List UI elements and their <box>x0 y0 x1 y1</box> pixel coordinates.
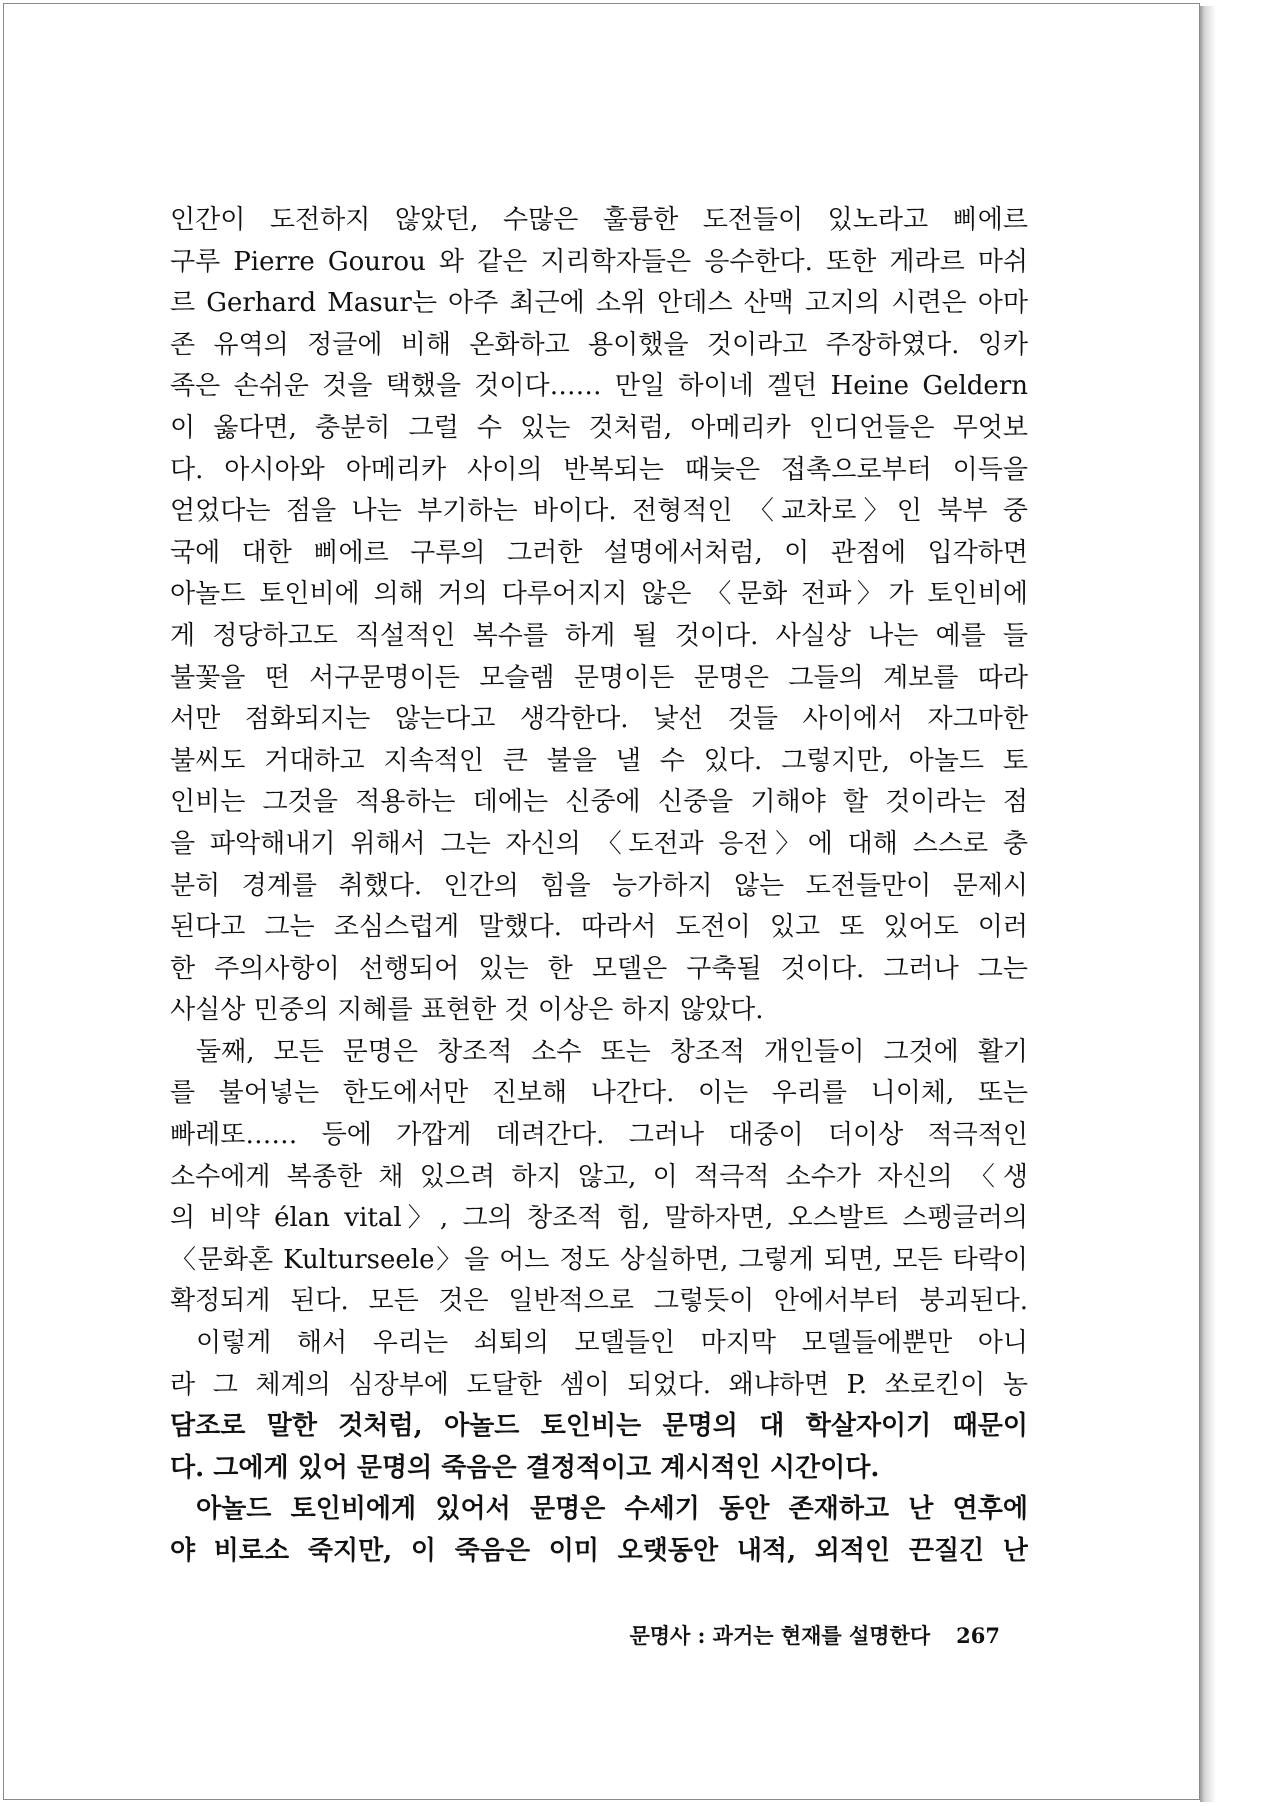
running-title: 문명사 : 과거는 현재를 설명한다 <box>629 1623 931 1648</box>
text-line: 존 유역의 정글에 비해 온화하고 용이했을 것이라고 주장하였다. 잉카 <box>170 329 1028 360</box>
text-line: 얻었다는 점을 나는 부기하는 바이다. 전형적인 〈교차로〉인 북부 중 <box>170 496 1028 527</box>
text-line: 구루 Pierre Gourou 와 같은 지리학자들은 응수한다. 또한 게라르 마쉬 <box>170 246 1028 277</box>
text-line: 분히 경계를 취했다. 인간의 힘을 능가하지 않는 도전들만이 문제시 <box>170 870 1028 901</box>
text-line: 르 Gerhard Masur는 아주 최근에 소위 안데스 산맥 고지의 시련은 아마 <box>170 288 1028 319</box>
page-number: 267 <box>956 1623 1000 1648</box>
text-line: 을 파악해내기 위해서 그는 자신의 〈도전과 응전〉에 대해 스스로 충 <box>170 828 1028 859</box>
body-text <box>170 200 1028 1573</box>
page-footer <box>580 1620 1000 1650</box>
text-line: 사실상 민중의 지혜를 표현한 것 이상은 하지 않았다. <box>170 995 764 1026</box>
text-line: 〈문화혼 Kulturseele〉을 어느 정도 상실하면, 그렇게 되면, 모든 타락이 <box>170 1244 1028 1275</box>
text-line-paragraph-start: 이렇게 해서 우리는 쇠퇴의 모델들인 마지막 모델들에뿐만 아니 <box>196 1328 1028 1359</box>
text-line: 인비는 그것을 적용하는 데에는 신중에 신중을 기해야 할 것이라는 점 <box>170 787 1028 818</box>
text-line-paragraph-start: 둘째, 모든 문명은 창조적 소수 또는 창조적 개인들이 그것에 활기 <box>196 1036 1028 1067</box>
text-line: 소수에게 복종한 채 있으려 하지 않고, 이 적극적 소수가 자신의 〈생 <box>170 1161 1028 1192</box>
text-line: 이 옳다면, 충분히 그럴 수 있는 것처럼, 아메리카 인디언들은 무엇보 <box>170 412 1028 443</box>
text-line: 의 비약 élan vital〉, 그의 창조적 힘, 말하자면, 오스발트 스펭글러의 <box>170 1203 1028 1234</box>
page-edge-shadow <box>1200 6 1216 1802</box>
text-line: 빠레또…… 등에 가깝게 데려간다. 그러나 대중이 더이상 적극적인 <box>170 1120 1028 1151</box>
text-line: 라 그 체계의 심장부에 도달한 셈이 되었다. 왜냐하면 P. 쏘로킨이 농 <box>170 1369 1028 1400</box>
text-line: 된다고 그는 조심스럽게 말했다. 따라서 도전이 있고 또 있어도 이러 <box>170 912 1028 943</box>
text-line: 국에 대한 삐에르 구루의 그러한 설명에서처럼, 이 관점에 입각하면 <box>170 537 1028 568</box>
text-line: 담조로 말한 것처럼, 아놀드 토인비는 문명의 대 학살자이기 때문이 <box>170 1411 1028 1442</box>
text-line: 불꽃을 떤 서구문명이든 모슬렘 문명이든 문명은 그들의 계보를 따라 <box>170 662 1028 693</box>
text-line: 족은 손쉬운 것을 택했을 것이다…… 만일 하이네 겔던 Heine Geldern <box>170 371 1028 402</box>
text-line: 확정되게 된다. 모든 것은 일반적으로 그렇듯이 안에서부터 붕괴된다. <box>170 1286 1028 1317</box>
text-line: 다. 그에게 있어 문명의 죽음은 결정적이고 계시적인 시간이다. <box>170 1452 880 1483</box>
text-line: 불씨도 거대하고 지속적인 큰 불을 낼 수 있다. 그렇지만, 아놀드 토 <box>170 745 1028 776</box>
text-line: 를 불어넣는 한도에서만 진보해 나간다. 이는 우리를 니이체, 또는 <box>170 1078 1028 1109</box>
text-line: 다. 아시아와 아메리카 사이의 반복되는 때늦은 접촉으로부터 이득을 <box>170 454 1028 485</box>
text-line: 한 주의사항이 선행되어 있는 한 모델은 구축될 것이다. 그러나 그는 <box>170 953 1028 984</box>
text-line: 서만 점화되지는 않는다고 생각한다. 낯선 것들 사이에서 자그마한 <box>170 704 1028 735</box>
text-line: 게 정당하고도 직설적인 복수를 하게 될 것이다. 사실상 나는 예를 들 <box>170 620 1028 651</box>
text-line-paragraph-start: 아놀드 토인비에게 있어서 문명은 수세기 동안 존재하고 난 연후에 <box>196 1494 1028 1525</box>
text-line: 아놀드 토인비에 의해 거의 다루어지지 않은 〈문화 전파〉가 토인비에 <box>170 579 1028 610</box>
text-line: 야 비로소 죽지만, 이 죽음은 이미 오랫동안 내적, 외적인 끈질긴 난 <box>170 1536 1028 1566</box>
text-line: 인간이 도전하지 않았던, 수많은 훌륭한 도전들이 있노라고 삐에르 <box>170 205 1028 235</box>
